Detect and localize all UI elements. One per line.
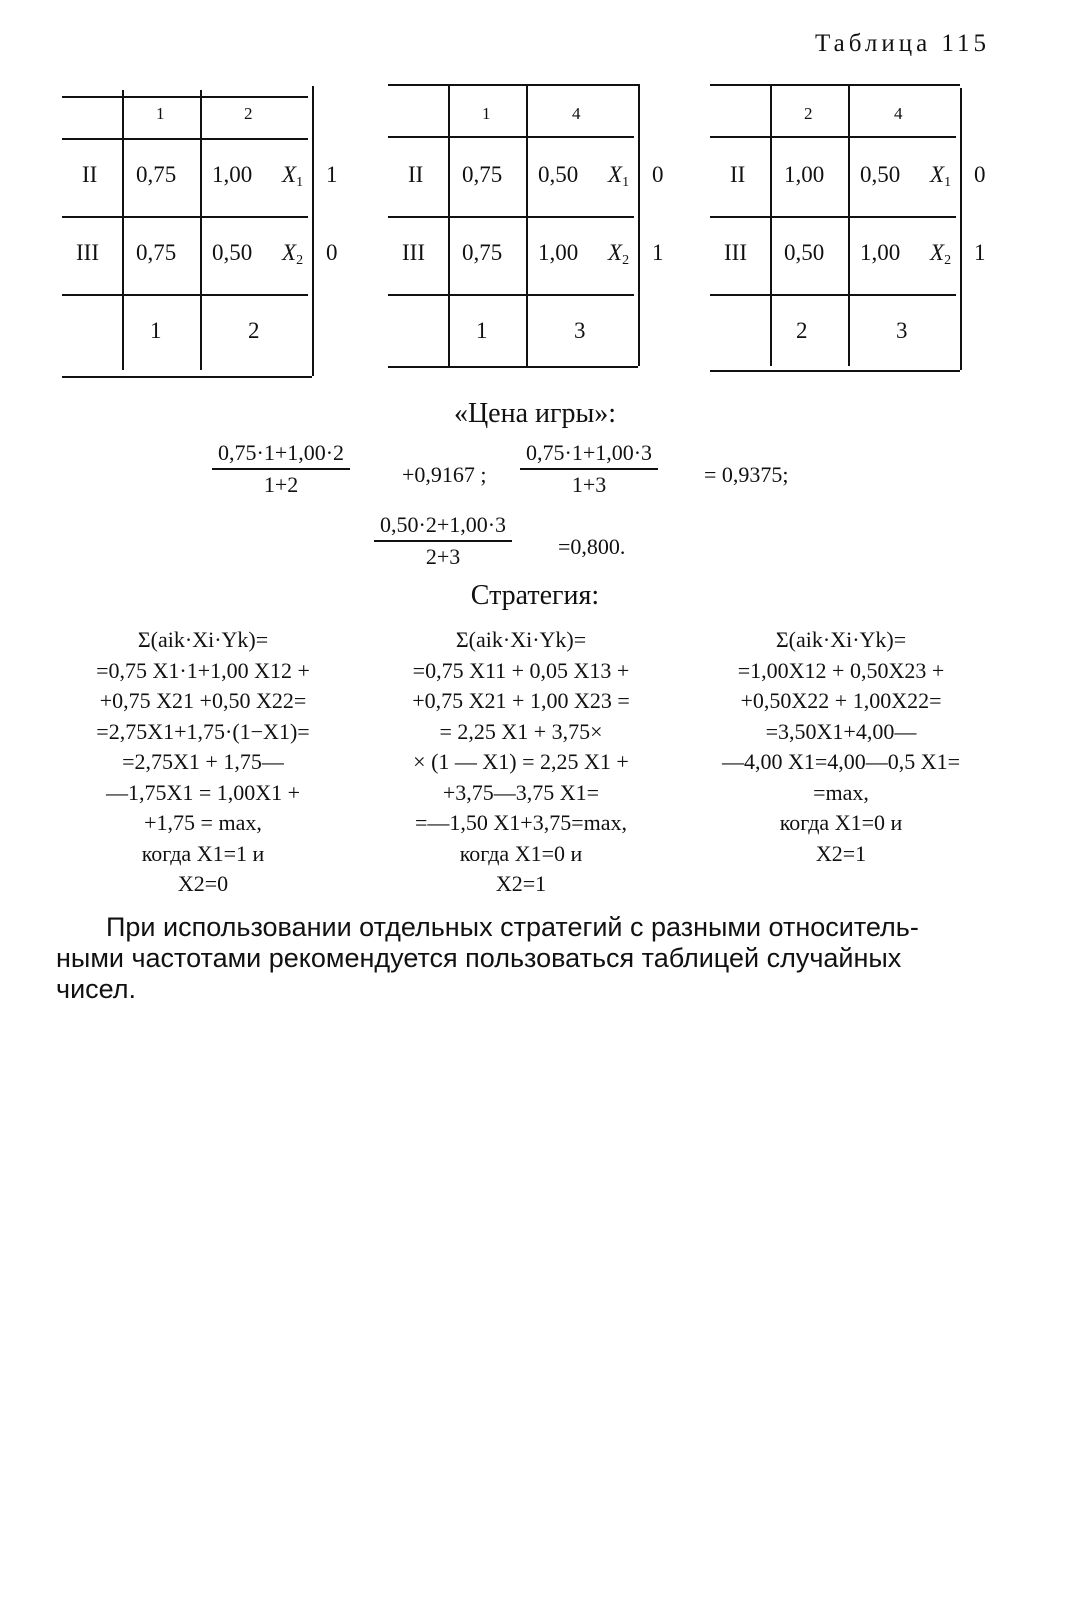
strategy-line: Σ(aik·Xi·Yk)= (455, 627, 587, 652)
strategy-line: = 2,25 X1 + 3,75× (439, 718, 603, 744)
game-table-1 (62, 80, 338, 380)
row-label: III (724, 240, 747, 265)
formula-result: = 0,9375; (704, 462, 789, 487)
row-label: II (408, 162, 424, 187)
row-var: $X_1$ (282, 162, 304, 190)
strategy-line: =max, (813, 779, 869, 805)
paragraph-line: ными частотами рекомендуется пользоваться таблицей случайных (56, 943, 902, 973)
table-cell: 0,75 (462, 240, 503, 265)
strategy-column-3 (676, 625, 1006, 869)
table-cell: 1,00 (860, 240, 901, 265)
formula-result: +0,9167 ; (402, 462, 487, 487)
body-paragraph (56, 912, 991, 1005)
fraction: $\frac{0,50\cdot 2+1,00\cdot 3}{2+3}$ (374, 512, 512, 570)
row-var: $X_1$ (930, 162, 952, 190)
strategy-line: когда X1=0 и (779, 810, 903, 835)
strategy-line: +0,50X22 + 1,00X22= (740, 688, 942, 713)
table-cell: 0,50 (860, 162, 901, 187)
strategy-line: =0,75 X1·1+1,00 X12 + (96, 657, 310, 683)
strategy-line: Σ(aik·Xi·Yk)= (137, 627, 269, 652)
row-label: II (82, 162, 98, 187)
row-var: $X_2$ (608, 240, 630, 268)
table-cell: 1,00 (784, 162, 825, 187)
table-cell: 0,50 (212, 240, 253, 265)
table-number: Таблица 115 (815, 30, 990, 57)
strategy-line: +1,75 = max, (144, 810, 262, 835)
strategy-line: когда X1=1 и (141, 840, 265, 866)
footer-cell: 3 (574, 318, 586, 343)
strategy-line: когда X1=0 и (459, 840, 583, 866)
footer-cell: 1 (476, 318, 488, 343)
strategy-line: =2,75X1+1,75·(1−X1)= (96, 718, 310, 744)
strategy-line: =2,75X1 + 1,75— (122, 749, 284, 774)
strategy-line: X2=1 (815, 840, 867, 866)
table-cell: 0,75 (136, 162, 177, 187)
header-cell: 4 (572, 104, 581, 123)
formula-result: =0,800. (558, 534, 626, 559)
header-cell: 2 (804, 104, 813, 123)
row-label: II (730, 162, 746, 187)
strategy-line: X2=1 (495, 871, 547, 896)
header-cell: 1 (482, 104, 491, 123)
fraction: $\frac{0,75\cdot 1+1,00\cdot 2}{1+2}$ (212, 440, 350, 498)
row-value: 1 (652, 240, 664, 265)
table-cell: 0,75 (136, 240, 177, 265)
row-label: III (76, 240, 99, 265)
row-var: $X_1$ (608, 162, 630, 190)
footer-cell: 3 (896, 318, 908, 343)
header-cell: 1 (156, 104, 165, 123)
row-value: 0 (974, 162, 986, 187)
price-formula-row (0, 440, 1070, 510)
footer-cell: 2 (248, 318, 260, 343)
game-table-2 (388, 80, 664, 380)
strategy-line: × (1 — X1) = 2,25 X1 + (413, 749, 629, 774)
row-value: 0 (652, 162, 664, 187)
price-title: «Цена игры»: (453, 398, 617, 429)
strategy-line: =3,50X1+4,00— (765, 718, 917, 744)
strategy-line: +0,75 X21 +0,50 X22= (99, 688, 307, 713)
game-table-3 (710, 80, 986, 380)
fraction: $\frac{0,75\cdot 1+1,00\cdot 3}{1+3}$ (520, 440, 658, 498)
table-cell: 1,00 (212, 162, 253, 187)
strategy-line: —4,00 X1=4,00—0,5 X1= (721, 749, 961, 774)
table-cell: 1,00 (538, 240, 579, 265)
strategy-line: +0,75 X21 + 1,00 X23 = (412, 688, 630, 713)
strategy-line: —1,75X1 = 1,00X1 + (105, 779, 301, 805)
row-value: 1 (974, 240, 986, 265)
strategy-line: X2=0 (177, 871, 229, 896)
table-cell: 0,50 (538, 162, 579, 187)
price-formula-row (0, 512, 1070, 582)
strategy-line: =1,00X12 + 0,50X23 + (737, 657, 945, 683)
table-cell: 0,50 (784, 240, 825, 265)
header-cell: 2 (244, 104, 253, 123)
table-cell: 0,75 (462, 162, 503, 187)
footer-cell: 2 (796, 318, 808, 343)
strategy-line: =0,75 X11 + 0,05 X13 + (412, 657, 630, 683)
row-label: III (402, 240, 425, 265)
paragraph-line: чисел. (56, 974, 137, 1004)
footer-cell: 1 (150, 318, 162, 343)
strategy-line: =—1,50 X1+3,75=max, (415, 810, 627, 835)
strategy-column-2 (356, 625, 686, 900)
strategy-line: Σ(aik·Xi·Yk)= (775, 627, 907, 652)
row-var: $X_2$ (282, 240, 304, 268)
row-value: 1 (326, 162, 338, 187)
strategy-column-1 (38, 625, 368, 900)
row-var: $X_2$ (930, 240, 952, 268)
row-value: 0 (326, 240, 338, 265)
strategy-title: Стратегия: (470, 580, 600, 611)
strategy-line: +3,75—3,75 X1= (442, 779, 600, 805)
paragraph-line: При использовании отдельных стратегий с разными относитель- (106, 912, 919, 942)
header-cell: 4 (894, 104, 903, 123)
